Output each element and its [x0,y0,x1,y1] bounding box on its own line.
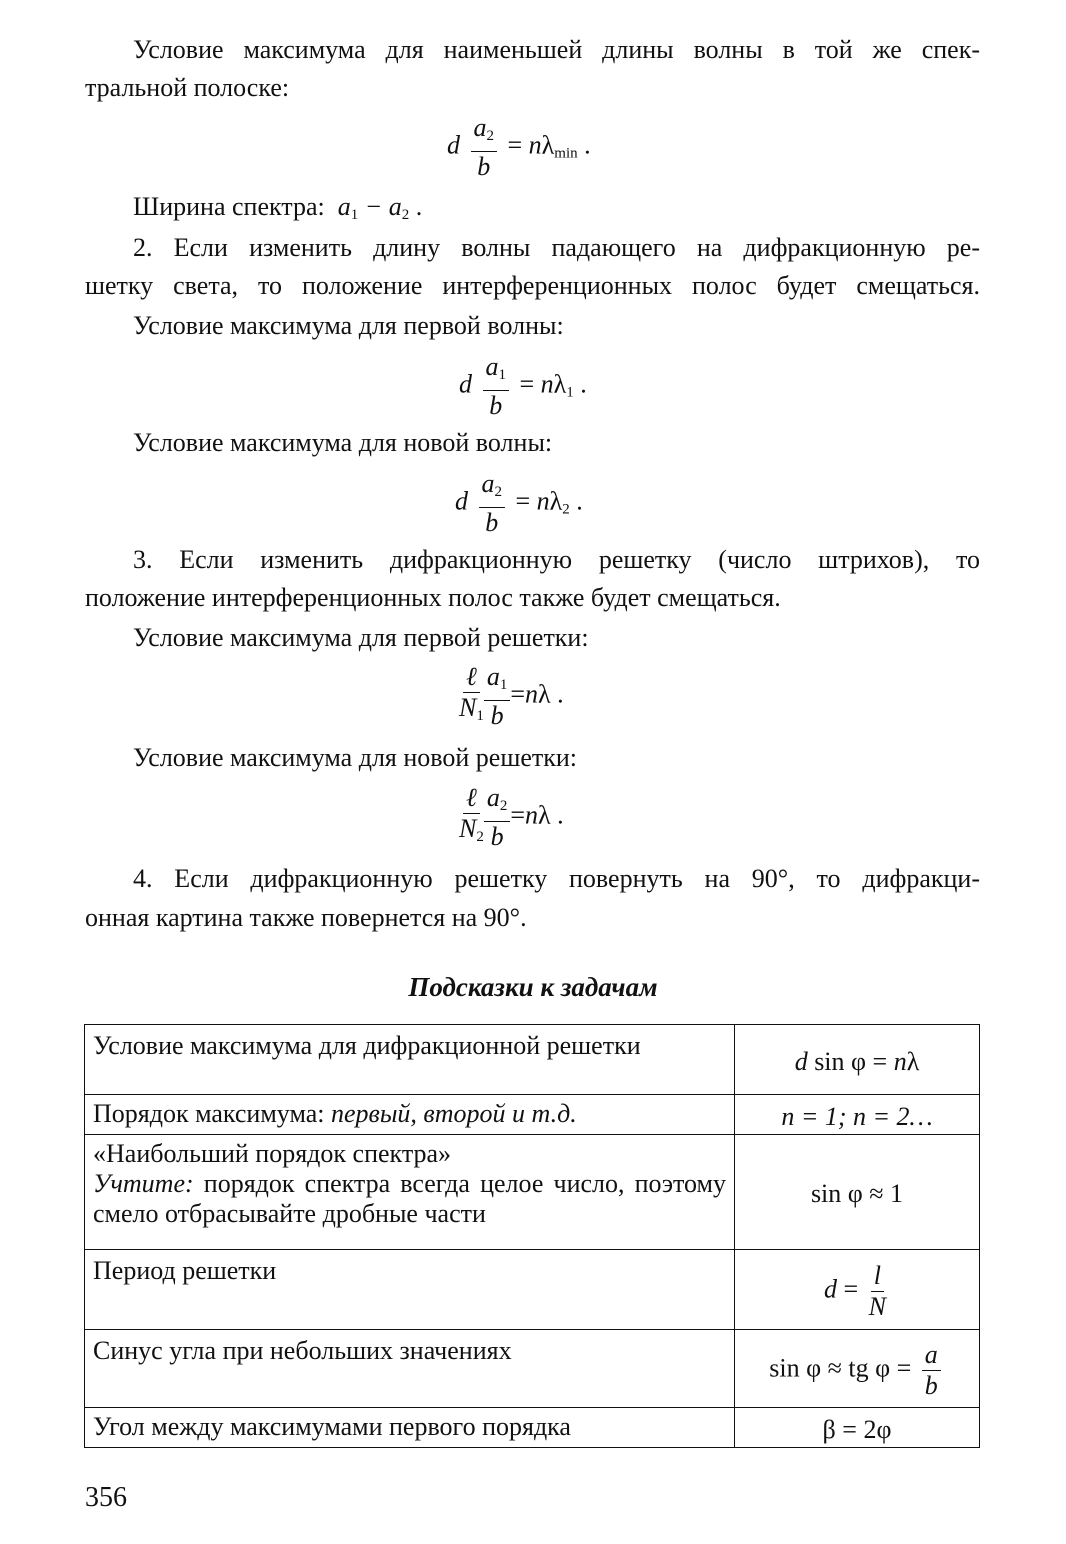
paragraph-line: Условие максимума для новой решетки: [133,743,578,772]
table-row [85,1250,980,1330]
section-title: Подсказки к задачам [408,972,658,1002]
hint-title: «Наибольший порядок спектра» [93,1139,452,1168]
hint-formula: sin φ ≈ tg φ = $\frac{a}{b}$ [735,1330,980,1408]
spectrum-width-label: Ширина спектра: [133,192,325,221]
paragraph-line: шетку света, то положение интерференционных полос будет смещаться. [85,271,980,300]
hint-description [85,1135,735,1250]
paragraph-line: 4. Если дифракционную решетку повернуть на 90°, то дифракци- [133,864,980,893]
hint-description [85,1095,735,1135]
spectrum-width-line: Ширина спектра: $a_1 - a_2$ . [133,192,423,223]
hint-formula: n = 1; n = 2… [735,1095,980,1135]
hint-description: Условие максимума для дифракционной решетки [85,1025,735,1095]
hints-table [84,1024,980,1448]
formula-min-wavelength: d $\frac{a_2}{b}$ = $n\lambda_{min}$ . [447,113,591,181]
table-row [85,1095,980,1135]
hint-formula: d = $\frac{l}{N}$ [735,1250,980,1330]
paragraph-line: онная картина также повернется на 90°. [85,903,527,932]
hint-formula: β = 2φ [735,1408,980,1448]
paragraph-line: положение интерференционных полос также будет смещаться. [85,583,781,612]
table-row [85,1135,980,1250]
hint-description: Синус угла при небольших значениях [85,1330,735,1408]
note-label: Учтите: [93,1169,194,1198]
formula-first-grating: $\frac{\text{ℓ}}{N_1}$ $\frac{a_1}{b}$ =nλ . [459,662,564,730]
hint-description: Период решетки [85,1250,735,1330]
table-row [85,1330,980,1408]
table-row [85,1025,980,1095]
hint-formula: sin φ ≈ 1 [735,1135,980,1250]
note-text: порядок спектра всегда целое число, поэтому смело отбрасывайте дробные части [93,1169,726,1228]
formula-first-wave: d $\frac{a_1}{b}$ = $n\lambda_1$ . [459,352,587,420]
paragraph-line: тральной полоске: [85,73,290,102]
page-number: 356 [85,1482,127,1513]
paragraph-line: Условие максимума для первой волны: [133,311,564,340]
hint-text: Порядок максимума: [93,1099,331,1128]
paragraph-line: 3. Если изменить дифракционную решетку (число штрихов), то [133,545,980,574]
hint-formula: d sin φ = nλ [735,1025,980,1095]
hint-description: Угол между максимумами первого порядка [85,1408,735,1448]
table-row [85,1408,980,1448]
paragraph-line: Условие максимума для новой волны: [133,428,553,457]
spectrum-width-formula: $a_1 - a_2$ [331,192,410,223]
hint-italic-text: первый, второй и т.д. [331,1099,577,1128]
paragraph-line: Условие максимума для наименьшей длины волны в той же спек- [133,35,980,64]
formula-new-wave: d $\frac{a_2}{b}$ = $n\lambda_2$ . [455,469,583,537]
paragraph-line: Условие максимума для первой решетки: [133,623,589,652]
formula-new-grating: $\frac{\text{ℓ}}{N_2}$ $\frac{a_2}{b}$ =nλ . [459,783,564,851]
paragraph-line: 2. Если изменить длину волны падающего на дифракционную ре- [133,233,980,262]
hint-note [93,1169,726,1229]
